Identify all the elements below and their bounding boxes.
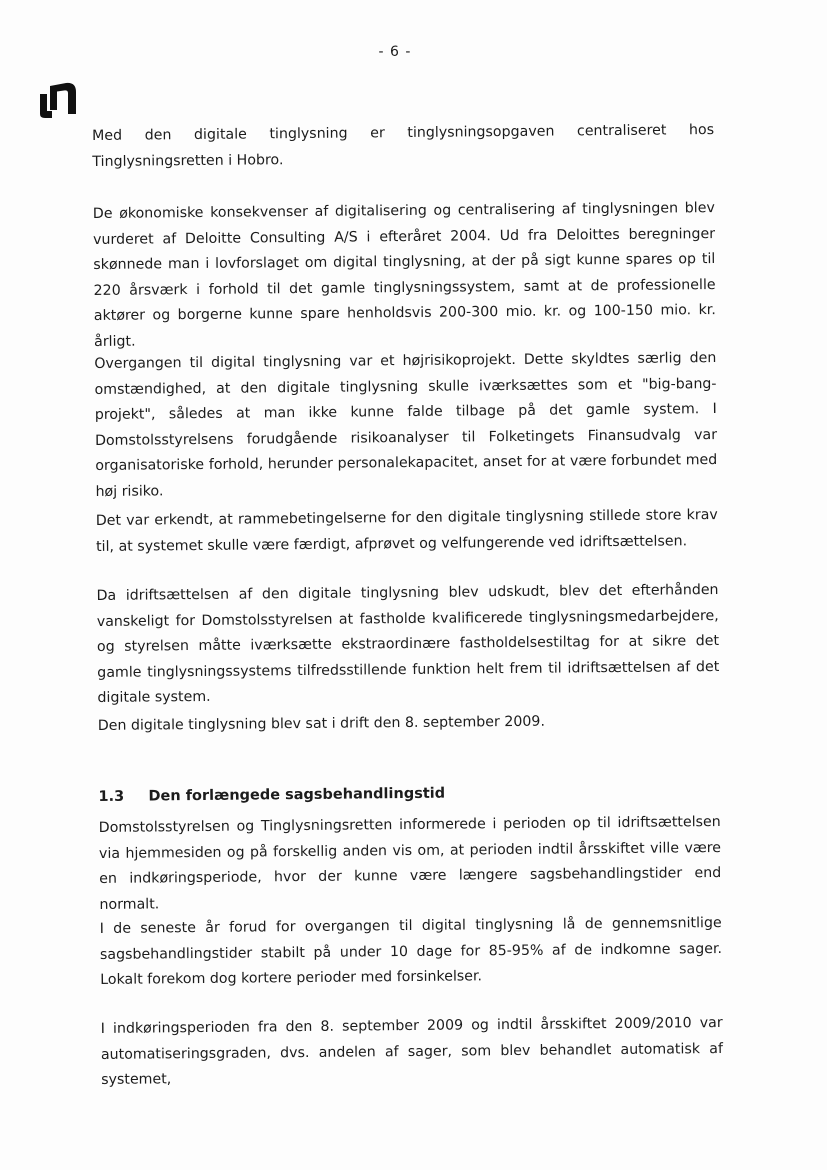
paragraph-information-period: Domstolsstyrelsen og Tinglysningsretten informerede i perioden op til idriftsættelsen via hjemmesiden og på forskellig anden vis om, at perioden indtil årsskiftet ville være en indkøringsperiode, hvor der kunne være længere sagsbehandlingstider end normalt. [98,813,722,913]
paragraph-processing-times: I de seneste år forud for overgangen til digital tinglysning lå de gennemsnitlige sagsbehandlingstider stabilt på under 10 dage for 85-95% af de indkomne sager. Lokalt forekom dog kortere perioder med forsinkelser. [99,914,723,988]
paragraph-hobro: Med den digitale tinglysning er tinglysningsopgaven centraliseret hos Tinglysningsretten i Hobro. [92,122,715,170]
paragraph-go-live-date: Den digitale tinglysning blev sat i drift den 8. september 2009. [97,713,546,734]
page-number: - 6 - [378,44,412,60]
paragraph-framework-conditions: Det var erkendt, at rammebetingelserne for den digitale tinglysning stillede store krav til, at systemet skulle være færdigt, afprøvet og velfungerende ved idriftsættelsen. [95,507,718,555]
paragraph-running-in-period: I indkøringsperioden fra den 8. september 2009 og indtil årsskiftet 2009/2010 var automatiseringsgraden, dvs. andelen af sager, som blev behandlet automatisk af systemet, [100,1014,723,1088]
section-title: Den forlængede sagsbehandlingstid [148,785,446,805]
paragraph-high-risk-project: Overgangen til digital tinglysning var et højrisikoprojekt. Dette skyldtes særlig den omstændighed, at den digitale tinglysning skulle iværksættes som et "big-bang-projekt", således at man ikke kunne falde tilbage på det gamle system. I Domstolsstyrelsens forudgående risikoanalyser til Folketingets Finansudvalg var organisatoriske forhold, herunder personalekapacitet, anset for at være forbundet med høj risiko. [94,350,718,500]
section-number: 1.3 [98,788,125,805]
organization-logo-icon [36,80,80,120]
document-body [92,118,723,1088]
paragraph-economic-consequences: De økonomiske konsekvenser af digitalisering og centralisering af tinglysningen blev vurderet af Deloitte Consulting A/S i efteråret 2004. Ud fra Deloittes beregninger skønnede man i lovforslaget om digital tinglysning, at der på sigt kunne spares op til 220 årsværk i forhold til det gamle tinglysningssystem, samt at de professionelle aktører og borgerne kunne spare henholdsvis 200-300 mio. kr. og 100-150 mio. kr. årligt. [92,200,716,350]
paragraph-postponement: Da idriftsættelsen af den digitale tinglysning blev udskudt, blev det efterhånden vanskeligt for Domstolsstyrelsen at fastholde kvalificerede tinglysningsmedarbejdere, og styrelsen måtte iværksætte ekstraordinære fastholdelsestiltag for at sikre det gamle tinglysningssystems tilfredsstillende funktion helt frem til idriftsættelsen af det digitale system. [96,582,720,706]
section-heading [98,786,445,805]
